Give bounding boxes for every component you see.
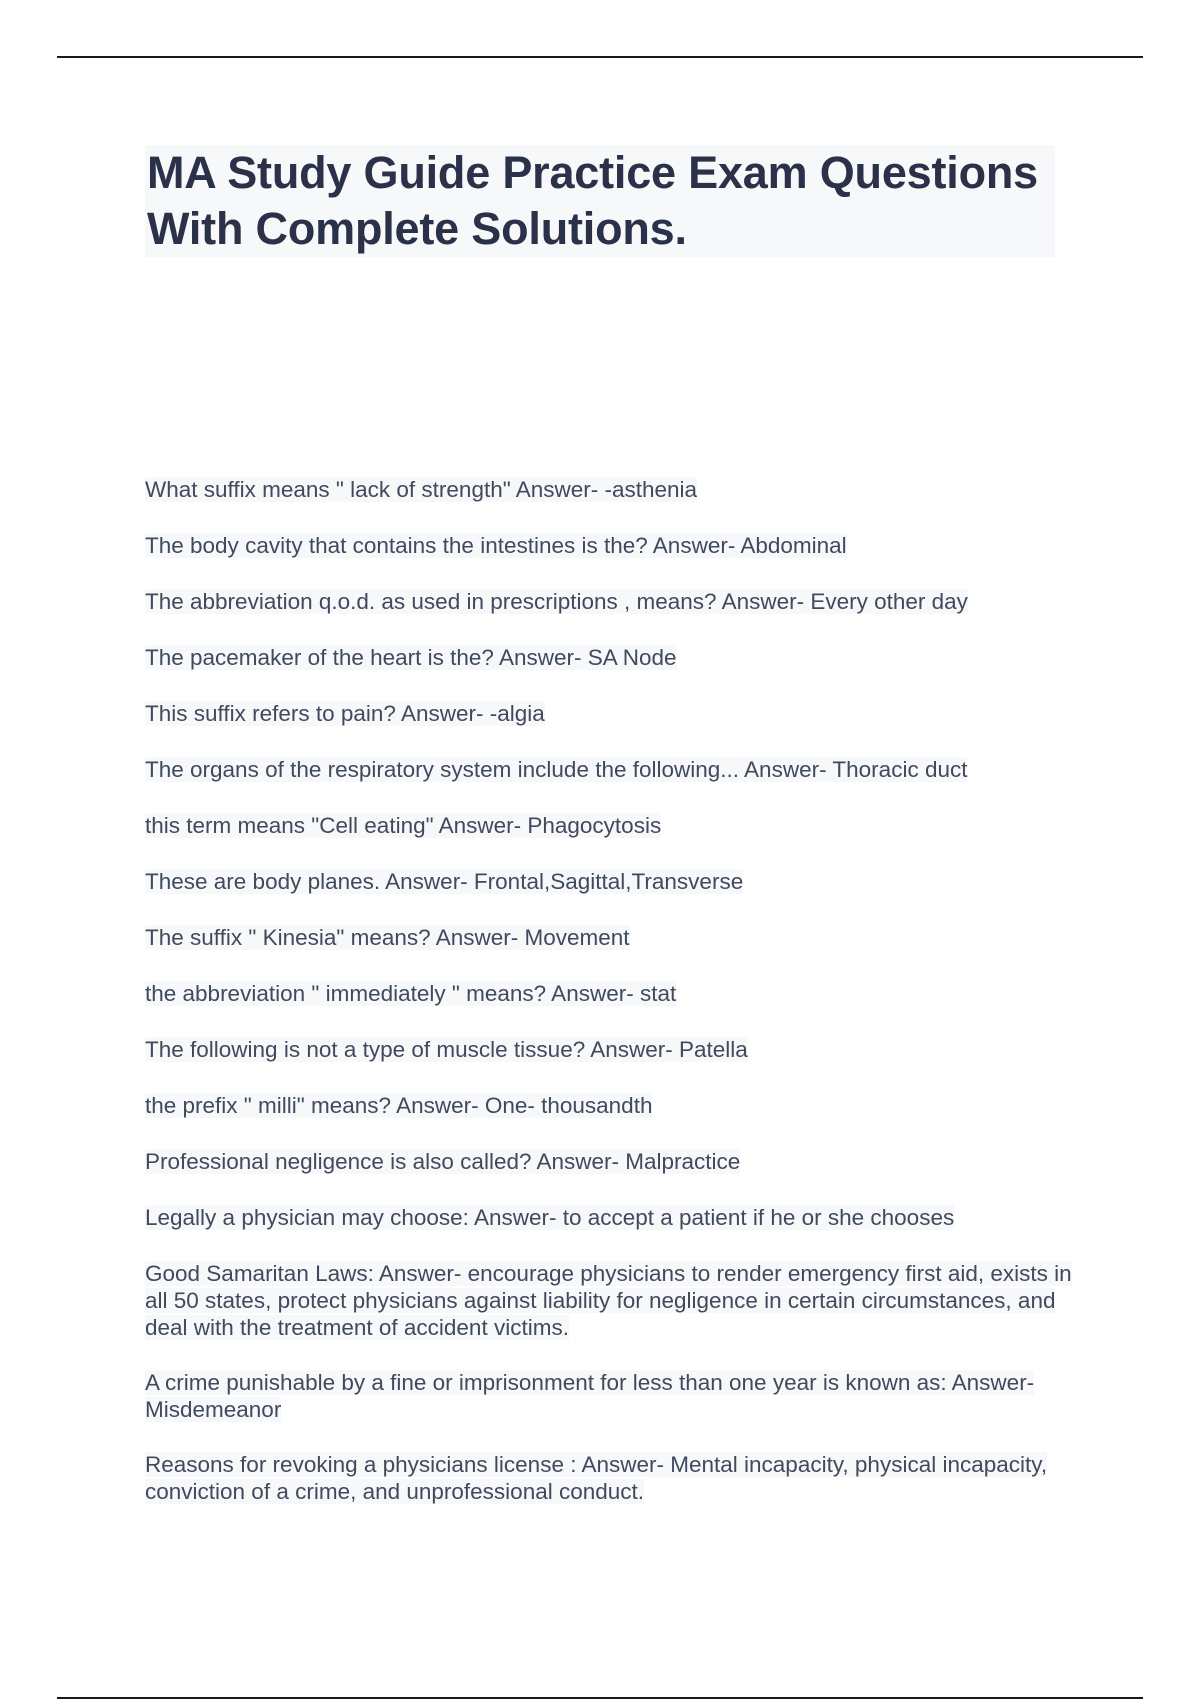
qa-item xyxy=(145,1260,1075,1341)
qa-text: this term means "Cell eating" Answer- Phagocytosis xyxy=(145,813,662,838)
qa-text: The abbreviation q.o.d. as used in prescriptions , means? Answer- Every other day xyxy=(145,589,968,614)
qa-list xyxy=(145,476,1075,1533)
bottom-rule xyxy=(57,1697,1143,1699)
qa-text: The body cavity that contains the intestines is the? Answer- Abdominal xyxy=(145,533,847,558)
qa-item xyxy=(145,756,1075,784)
page-title: MA Study Guide Practice Exam Questions With Complete Solutions. xyxy=(147,147,1038,254)
qa-text: What suffix means " lack of strength" Answer- -asthenia xyxy=(145,477,698,502)
qa-text: A crime punishable by a fine or imprisonment for less than one year is known as: Answer- Misdemeanor xyxy=(145,1370,1035,1422)
qa-text: This suffix refers to pain? Answer- -algia xyxy=(145,701,545,726)
qa-item xyxy=(145,1204,1075,1232)
qa-item xyxy=(145,1369,1075,1423)
qa-item xyxy=(145,700,1075,728)
qa-item xyxy=(145,1148,1075,1176)
qa-item xyxy=(145,980,1075,1008)
top-rule xyxy=(57,56,1143,58)
qa-text: The following is not a type of muscle tissue? Answer- Patella xyxy=(145,1037,748,1062)
qa-item xyxy=(145,1036,1075,1064)
qa-text: Professional negligence is also called? Answer- Malpractice xyxy=(145,1149,741,1174)
qa-text: Legally a physician may choose: Answer- to accept a patient if he or she chooses xyxy=(145,1205,955,1230)
qa-text: Good Samaritan Laws: Answer- encourage physicians to render emergency first aid, exists in all 50 states, protect physicians against liability for negligence in certain circumstances, and deal with the treatment of accident victims. xyxy=(145,1261,1072,1340)
qa-text: The pacemaker of the heart is the? Answer- SA Node xyxy=(145,645,677,670)
qa-text: the prefix " milli" means? Answer- One- thousandth xyxy=(145,1093,653,1118)
qa-text: The organs of the respiratory system include the following... Answer- Thoracic duct xyxy=(145,757,968,782)
qa-item xyxy=(145,1092,1075,1120)
qa-item xyxy=(145,588,1075,616)
qa-item xyxy=(145,868,1075,896)
title-block xyxy=(145,145,1055,257)
qa-item xyxy=(145,476,1075,504)
qa-text: the abbreviation " immediately " means? Answer- stat xyxy=(145,981,677,1006)
qa-item xyxy=(145,644,1075,672)
qa-text: The suffix " Kinesia" means? Answer- Movement xyxy=(145,925,630,950)
qa-item xyxy=(145,812,1075,840)
qa-text: These are body planes. Answer- Frontal,Sagittal,Transverse xyxy=(145,869,744,894)
qa-item xyxy=(145,1451,1075,1505)
qa-text: Reasons for revoking a physicians license : Answer- Mental incapacity, physical incapacity, conviction of a crime, and unprofessional conduct. xyxy=(145,1452,1048,1504)
qa-item xyxy=(145,532,1075,560)
qa-item xyxy=(145,924,1075,952)
